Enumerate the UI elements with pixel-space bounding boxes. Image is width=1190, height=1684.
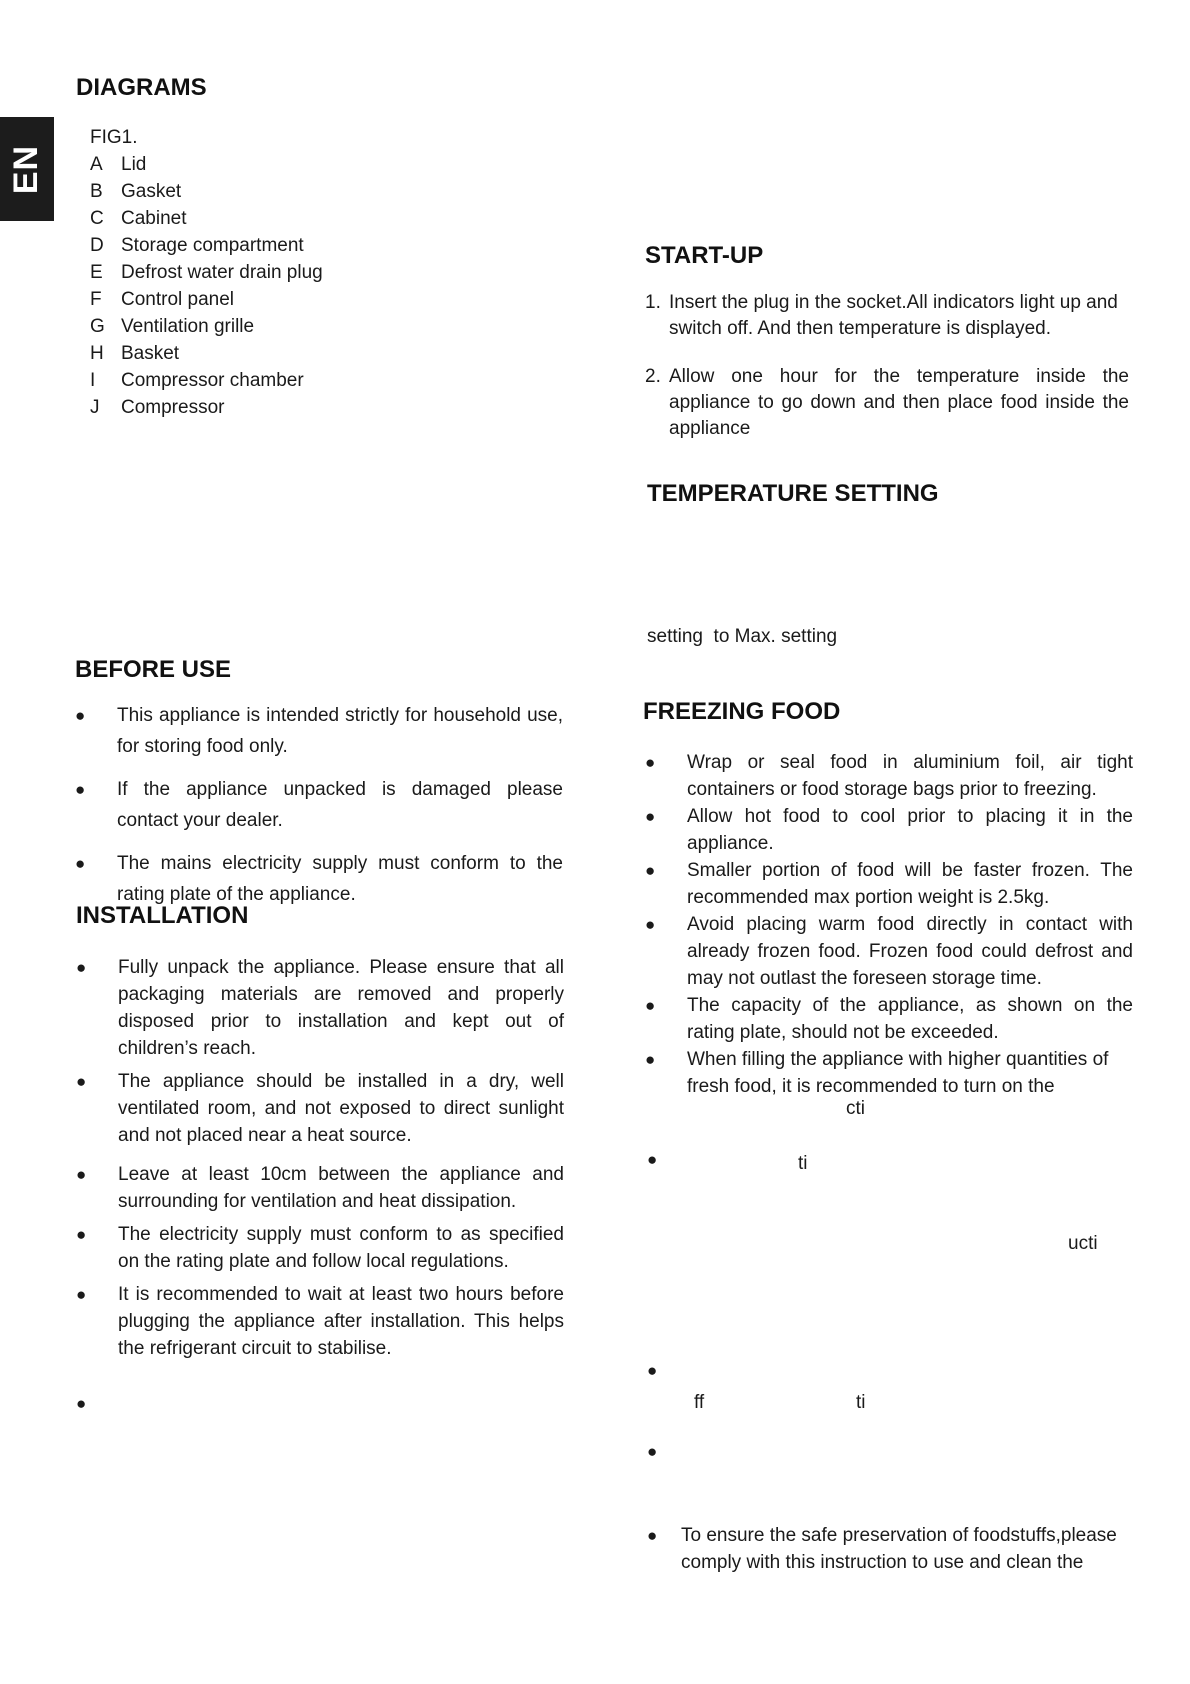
list-item-text: To ensure the safe preservation of foodstuffs,please comply with this instruction to use and clean the <box>681 1525 1117 1573</box>
bullet: ● <box>76 1165 87 1184</box>
part-row <box>90 205 323 232</box>
list-item-text: The electricity supply must conform to as specified on the rating plate and follow local regulations. <box>118 1224 564 1272</box>
text-fragment: ucti <box>1068 1233 1098 1254</box>
bullet: ● <box>76 1072 87 1091</box>
list-item-text: It is recommended to wait at least two hours before plugging the appliance after installation. This helps the refrigerant circuit to stabilise. <box>118 1284 564 1359</box>
language-tab-label: EN <box>7 144 46 194</box>
temperature-setting-heading: TEMPERATURE SETTING <box>647 480 939 507</box>
part-row <box>90 286 323 313</box>
installation-heading: INSTALLATION <box>76 902 249 929</box>
part-row <box>90 232 323 259</box>
list-item-text: If the appliance unpacked is damaged please contact your dealer. <box>117 779 563 831</box>
part-row <box>90 340 323 367</box>
list-item <box>645 857 1133 911</box>
bullet: ● <box>647 1150 658 1169</box>
parts-list <box>90 124 323 421</box>
bullet: ● <box>645 1050 656 1069</box>
bullet: ● <box>76 1225 87 1244</box>
freezing-food-heading: FREEZING FOOD <box>643 698 841 725</box>
freezing-food-list-continued <box>647 1522 1152 1576</box>
list-item-text: Allow hot food to cool prior to placing it in the appliance. <box>687 806 1133 854</box>
bullet: ● <box>75 780 86 799</box>
part-name: Lid <box>121 154 147 175</box>
list-item-text: Avoid placing warm food directly in contact with already frozen food. Frozen food could defrost and may not outlast the foreseen storage time. <box>687 914 1133 989</box>
part-letter: J <box>90 397 100 418</box>
text-fragment: ti <box>856 1392 866 1413</box>
list-item <box>647 1522 1152 1576</box>
list-item <box>75 848 563 910</box>
part-row <box>90 259 323 286</box>
startup-heading: START-UP <box>645 242 764 269</box>
list-item <box>645 1046 1133 1100</box>
before-use-heading: BEFORE USE <box>75 656 232 683</box>
list-item <box>75 700 563 762</box>
part-letter: F <box>90 289 102 310</box>
bullet: ● <box>75 854 86 873</box>
bullet: ● <box>645 996 656 1015</box>
text-fragment: cti <box>846 1098 865 1119</box>
bullet: ● <box>76 958 87 977</box>
list-item <box>645 992 1133 1046</box>
list-item <box>76 1221 564 1275</box>
step-text: Allow one hour for the temperature inside the appliance to go down and then place food inside the appliance <box>669 366 1129 439</box>
step-number: 2. <box>645 366 661 387</box>
fig-label: FIG1. <box>90 127 138 148</box>
list-item-text: This appliance is intended strictly for household use, for storing food only. <box>117 705 563 757</box>
list-item <box>645 749 1133 803</box>
bullet: ● <box>647 1526 658 1545</box>
step-text: Insert the plug in the socket.All indicators light up and switch off. And then temperature is displayed. <box>669 292 1118 339</box>
part-letter: H <box>90 343 104 364</box>
part-name: Gasket <box>121 181 182 202</box>
part-name: Ventilation grille <box>121 316 255 337</box>
list-item-text: The capacity of the appliance, as shown on the rating plate, should not be exceeded. <box>687 995 1133 1043</box>
list-item-text: Wrap or seal food in aluminium foil, air tight containers or food storage bags prior to freezing. <box>687 752 1133 800</box>
bullet: ● <box>76 1285 87 1304</box>
part-name: Cabinet <box>121 208 187 229</box>
part-name: Compressor <box>121 397 225 418</box>
bullet: ● <box>75 706 86 725</box>
bullet: ● <box>645 753 656 772</box>
list-item-text: Fully unpack the appliance. Please ensure that all packaging materials are removed and properly disposed prior to installation and kept out of children’s reach. <box>118 957 564 1059</box>
temperature-setting-fragment: setting to Max. setting <box>647 626 838 647</box>
list-item-text: The mains electricity supply must conform to the rating plate of the appliance. <box>117 853 563 905</box>
list-item-text: The appliance should be installed in a dry, well ventilated room, and not exposed to direct sunlight and not placed near a heat source. <box>118 1071 564 1146</box>
part-letter: E <box>90 262 103 283</box>
diagrams-heading: DIAGRAMS <box>76 74 207 101</box>
language-tab <box>0 117 54 221</box>
step-item <box>645 364 1129 442</box>
part-name: Compressor chamber <box>121 370 304 391</box>
list-item <box>645 803 1133 857</box>
before-use-list <box>75 700 563 910</box>
part-name: Storage compartment <box>121 235 304 256</box>
list-item-text: Leave at least 10cm between the appliance and surrounding for ventilation and heat dissipation. <box>118 1164 564 1212</box>
part-letter: I <box>90 370 96 391</box>
list-item-text: When filling the appliance with higher quantities of fresh food, it is recommended to turn on the <box>687 1049 1109 1097</box>
part-letter: C <box>90 208 104 229</box>
freezing-food-list <box>645 749 1133 1100</box>
part-row <box>90 367 323 394</box>
text-fragment: ti <box>798 1153 808 1174</box>
part-row <box>90 178 323 205</box>
startup-steps <box>645 290 1129 442</box>
part-letter: D <box>90 235 104 256</box>
bullet: ● <box>647 1442 658 1461</box>
bullet: ● <box>76 1394 87 1413</box>
part-letter: B <box>90 181 103 202</box>
part-name: Basket <box>121 343 180 364</box>
bullet: ● <box>645 861 656 880</box>
list-item <box>76 1161 564 1215</box>
list-item <box>645 911 1133 992</box>
part-row <box>90 313 323 340</box>
step-number: 1. <box>645 292 661 313</box>
list-item <box>76 1281 564 1362</box>
list-item <box>76 954 564 1062</box>
part-row <box>90 394 323 421</box>
part-name: Control panel <box>121 289 235 310</box>
step-item <box>645 290 1129 342</box>
bullet: ● <box>645 807 656 826</box>
bullet: ● <box>647 1361 658 1380</box>
part-row <box>90 151 323 178</box>
bullet: ● <box>645 915 656 934</box>
part-name: Defrost water drain plug <box>121 262 323 283</box>
list-item <box>75 774 563 836</box>
part-letter: G <box>90 316 105 337</box>
text-fragment: ff <box>694 1392 705 1413</box>
installation-list <box>76 954 564 1362</box>
list-item <box>76 1068 564 1149</box>
list-item-text: Smaller portion of food will be faster frozen. The recommended max portion weight is 2.5kg. <box>687 860 1133 908</box>
part-letter: A <box>90 154 103 175</box>
